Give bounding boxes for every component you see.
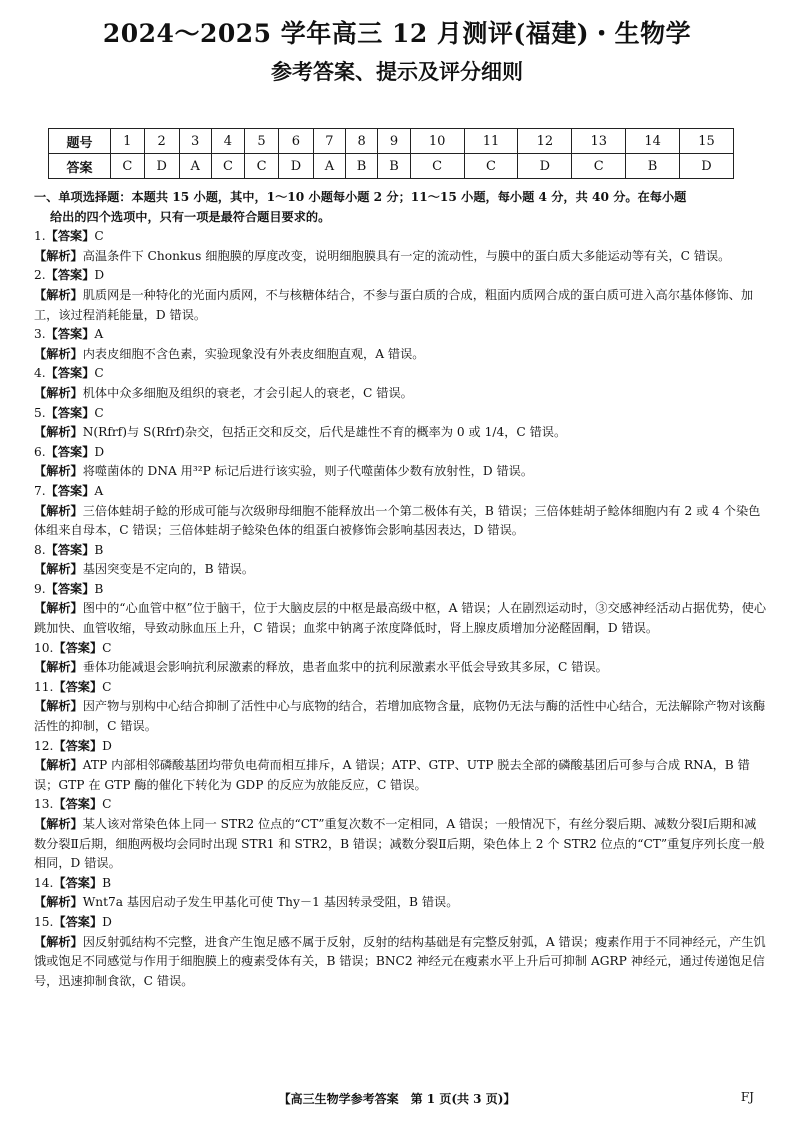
- answer-table: [48, 128, 734, 179]
- question-number-cell: 4: [211, 129, 245, 154]
- row-label-answer: 答案: [49, 154, 111, 179]
- analysis-label: 【解析】: [34, 464, 83, 479]
- answer-label: 【答案】: [45, 483, 95, 498]
- question-number-cell: 2: [144, 129, 179, 154]
- answer-cell: D: [144, 154, 179, 179]
- analysis-text: 将噬菌体的 DNA 用³²P 标记后进行该实验，则子代噬菌体少数有放射性，D 错误。: [82, 464, 534, 479]
- question-number: 14.: [34, 875, 54, 890]
- analysis-text: 高温条件下 Chonkus 细胞膜的厚度改变，说明细胞膜具有一定的流动性，与膜中的蛋白质大多能运动等有关，C 错误。: [82, 248, 731, 263]
- answer-value: C: [94, 366, 104, 381]
- analysis-label: 【解析】: [34, 699, 83, 714]
- analysis-paragraph: [34, 697, 766, 736]
- question-item: [34, 737, 766, 796]
- analysis-text: N(Rfrf)与 S(Rfrf)杂交，包括正交和反交，后代是雄性不育的概率为 0 或 1/4，C 错误。: [82, 425, 567, 440]
- answer-label: 【答案】: [53, 738, 103, 753]
- answer-value: C: [102, 797, 112, 812]
- answer-label: 【答案】: [53, 797, 103, 812]
- question-answer-line: [34, 443, 766, 463]
- answer-cell: B: [626, 154, 680, 179]
- analysis-label: 【解析】: [34, 758, 83, 773]
- analysis-label: 【解析】: [34, 817, 83, 831]
- analysis-text: 内表皮细胞不含色素，实验现象没有外表皮细胞直观，A 错误。: [82, 346, 425, 361]
- answer-cell: C: [245, 154, 279, 179]
- answer-cell: C: [211, 154, 245, 179]
- answer-cell: C: [464, 154, 518, 179]
- question-item: [34, 678, 766, 737]
- answer-cell: C: [111, 154, 145, 179]
- question-number: 5.: [34, 405, 46, 420]
- question-answer-line: [34, 541, 766, 561]
- answer-label: 【答案】: [45, 405, 95, 420]
- analysis-label: 【解析】: [34, 287, 83, 302]
- answer-cell: C: [572, 154, 626, 179]
- row-label-number: 题号: [49, 129, 111, 154]
- question-answer-line: [34, 737, 766, 757]
- question-number-cell: 10: [410, 129, 464, 154]
- question-number: 9.: [34, 581, 46, 596]
- answer-value: C: [94, 405, 104, 420]
- analysis-text: Wnt7a 基因启动子发生甲基化可使 Thy－1 基因转录受阻，B 错误。: [82, 895, 459, 910]
- question-item: [34, 325, 766, 364]
- analysis-label: 【解析】: [34, 895, 83, 910]
- answer-value: A: [94, 327, 104, 342]
- answer-label: 【答案】: [45, 444, 95, 459]
- question-answer-line: [34, 639, 766, 659]
- section-heading-line2: 给出的四个选项中，只有一项是最符合题目要求的。: [50, 209, 331, 224]
- analysis-paragraph: [34, 756, 766, 795]
- answer-value: C: [102, 679, 112, 694]
- question-answer-line: [34, 325, 766, 345]
- question-number: 11.: [34, 679, 54, 694]
- answer-table-number-row: [49, 129, 734, 154]
- question-item: [34, 541, 766, 580]
- answer-value: D: [102, 914, 112, 929]
- page-title: 2024～2025 学年高三 12 月测评(福建)・生物学: [102, 19, 692, 48]
- answer-value: A: [94, 483, 104, 498]
- question-number: 15.: [34, 914, 54, 929]
- answer-label: 【答案】: [45, 542, 95, 557]
- answer-value: B: [102, 875, 112, 890]
- question-number: 1.: [34, 229, 46, 244]
- answer-label: 【答案】: [53, 679, 103, 694]
- question-number: 7.: [34, 483, 46, 498]
- analysis-text: 因产物与别构中心结合抑制了活性中心与底物的结合，若增加底物含量，底物仍无法与酶的活性中心结合，无法解除产物对该酶活性的抑制，C 错误。: [34, 699, 766, 734]
- question-number-cell: 8: [345, 129, 377, 154]
- analysis-label: 【解析】: [34, 660, 83, 675]
- answer-label: 【答案】: [53, 640, 103, 655]
- question-item: [34, 795, 766, 873]
- page-subtitle: 参考答案、提示及评分细则: [271, 59, 523, 84]
- analysis-label: 【解析】: [34, 425, 83, 440]
- question-number-cell: 11: [464, 129, 518, 154]
- analysis-label: 【解析】: [34, 934, 83, 949]
- answer-cell: B: [378, 154, 410, 179]
- question-answer-line: [34, 580, 766, 600]
- answer-label: 【答案】: [53, 914, 103, 929]
- answer-cell: D: [680, 154, 734, 179]
- answer-table-answer-row: [49, 154, 734, 179]
- question-answer-line: [34, 874, 766, 894]
- footer-code: FJ: [740, 1090, 754, 1104]
- analysis-paragraph: [34, 247, 766, 267]
- analysis-text: 某人该对常染色体上同一 STR2 位点的“CT”重复次数不一定相同，A 错误；一般情况下，有丝分裂后期、减数分裂Ⅰ后期和减数分裂Ⅱ后期，细胞两极均会同时出现 STR1 和 STR2，B 错误；减数分裂Ⅱ后期，染色体上 2 个 STR2 位点的“CT”重复序列长度一般相同，D 错误。: [34, 817, 765, 871]
- question-answer-line: [34, 227, 766, 247]
- answer-content: [34, 188, 766, 991]
- answer-value: B: [94, 542, 104, 557]
- answer-cell: C: [410, 154, 464, 179]
- analysis-text: 图中的“心血管中枢”位于脑干，位于大脑皮层的中枢是最高级中枢，A 错误；人在剧烈运动时，③交感神经活动占据优势，使心跳加快、血管收缩，导致动脉血压上升，C 错误；血浆中钠离子浓度降低时，肾上腺皮质增加分泌醛固酮，D 错误。: [34, 601, 767, 636]
- answer-label: 【答案】: [45, 581, 95, 596]
- analysis-paragraph: [34, 462, 766, 482]
- question-number-cell: 15: [680, 129, 734, 154]
- question-item: [34, 482, 766, 541]
- question-number-cell: 1: [111, 129, 145, 154]
- question-answer-line: [34, 404, 766, 424]
- question-answer-line: [34, 795, 766, 815]
- analysis-text: 三倍体蛙胡子鲶的形成可能与次级卵母细胞不能释放出一个第二极体有关，B 错误；三倍体蛙胡子鲶体细胞内有 2 或 4 个染色体组来自母本，C 错误；三倍体蛙胡子鲶染色体的组蛋白被修饰会影响基因表达，D 错误。: [34, 503, 761, 538]
- question-number: 3.: [34, 327, 46, 342]
- analysis-label: 【解析】: [34, 346, 83, 361]
- question-answer-line: [34, 266, 766, 286]
- question-number: 4.: [34, 366, 46, 381]
- analysis-text: 垂体功能减退会影响抗利尿激素的释放，患者血浆中的抗利尿激素水平低会导致其多尿，C 错误。: [82, 660, 608, 675]
- answer-label: 【答案】: [53, 875, 103, 890]
- question-answer-line: [34, 913, 766, 933]
- question-number-cell: 12: [518, 129, 572, 154]
- section-heading: [34, 188, 766, 227]
- analysis-paragraph: [34, 502, 766, 541]
- analysis-paragraph: [34, 933, 766, 992]
- question-answer-line: [34, 678, 766, 698]
- question-number: 10.: [34, 640, 54, 655]
- answer-value: C: [102, 640, 112, 655]
- question-item: [34, 266, 766, 325]
- answer-value: D: [102, 738, 112, 753]
- analysis-paragraph: [34, 599, 766, 638]
- analysis-paragraph: [34, 560, 766, 580]
- page-footer: 【高三生物学参考答案 第 1 页(共 3 页)】: [278, 1092, 516, 1106]
- analysis-paragraph: [34, 345, 766, 365]
- answer-cell: D: [278, 154, 313, 179]
- analysis-paragraph: [34, 893, 766, 913]
- answer-cell: A: [313, 154, 345, 179]
- answer-value: D: [94, 268, 105, 283]
- analysis-paragraph: [34, 384, 766, 404]
- question-number: 6.: [34, 444, 46, 459]
- question-number-cell: 14: [626, 129, 680, 154]
- analysis-label: 【解析】: [34, 601, 83, 616]
- analysis-text: 因反射弧结构不完整，进食产生饱足感不属于反射，反射的结构基础是有完整反射弧，A 错误；瘦素作用于不同神经元，产生饥饿或饱足不同感觉与作用于细胞膜上的瘦素受体有关，B 错误；BNC2 神经元在瘦素水平上升后可抑制 AGRP 神经元，通过传递饱足信号，迅速抑制食欲，C 错误。: [34, 934, 766, 988]
- answer-value: D: [94, 444, 105, 459]
- question-number-cell: 13: [572, 129, 626, 154]
- analysis-paragraph: [34, 658, 766, 678]
- answer-cell: B: [345, 154, 377, 179]
- question-item: [34, 227, 766, 266]
- analysis-label: 【解析】: [34, 562, 83, 577]
- analysis-text: ATP 内部相邻磷酸基团均带负电荷而相互排斥，A 错误；ATP、GTP、UTP 脱去全部的磷酸基团后可参与合成 RNA，B 错误；GTP 在 GTP 酶的催化下转化为 GDP 的反应为放能反应，C 错误。: [34, 758, 750, 792]
- question-number: 12.: [34, 738, 54, 753]
- answer-label: 【答案】: [45, 268, 95, 283]
- analysis-label: 【解析】: [34, 385, 83, 400]
- answer-label: 【答案】: [45, 229, 95, 244]
- analysis-label: 【解析】: [34, 248, 83, 263]
- analysis-paragraph: [34, 815, 766, 874]
- answer-cell: D: [518, 154, 572, 179]
- answer-cell: A: [179, 154, 211, 179]
- question-answer-line: [34, 482, 766, 502]
- answer-label: 【答案】: [45, 366, 95, 381]
- question-answer-line: [34, 364, 766, 384]
- question-list: [34, 227, 766, 991]
- analysis-text: 基因突变是不定向的，B 错误。: [82, 562, 255, 577]
- question-item: [34, 404, 766, 443]
- question-item: [34, 874, 766, 913]
- answer-value: B: [94, 581, 104, 596]
- analysis-text: 机体中众多细胞及组织的衰老，才会引起人的衰老，C 错误。: [82, 385, 413, 400]
- question-number-cell: 9: [378, 129, 410, 154]
- question-item: [34, 580, 766, 639]
- analysis-paragraph: [34, 423, 766, 443]
- question-number-cell: 3: [179, 129, 211, 154]
- question-number: 8.: [34, 542, 46, 557]
- question-item: [34, 364, 766, 403]
- question-number-cell: 7: [313, 129, 345, 154]
- question-number-cell: 6: [278, 129, 313, 154]
- analysis-paragraph: [34, 286, 766, 325]
- analysis-text: 肌质网是一种特化的光面内质网，不与核糖体结合，不参与蛋白质的合成，粗面内质网合成的蛋白质可进入高尔基体修饰、加工，该过程消耗能量，D 错误。: [34, 287, 754, 322]
- answer-label: 【答案】: [45, 327, 95, 342]
- question-number-cell: 5: [245, 129, 279, 154]
- analysis-label: 【解析】: [34, 503, 83, 518]
- question-item: [34, 443, 766, 482]
- question-number: 13.: [34, 797, 54, 812]
- question-item: [34, 913, 766, 991]
- answer-value: C: [94, 229, 104, 244]
- section-heading-line1: 一、单项选择题：本题共 15 小题，其中，1～10 小题每小题 2 分；11～15 小题，每小题 4 分，共 40 分。在每小题: [34, 190, 687, 204]
- question-number: 2.: [34, 268, 46, 283]
- question-item: [34, 639, 766, 678]
